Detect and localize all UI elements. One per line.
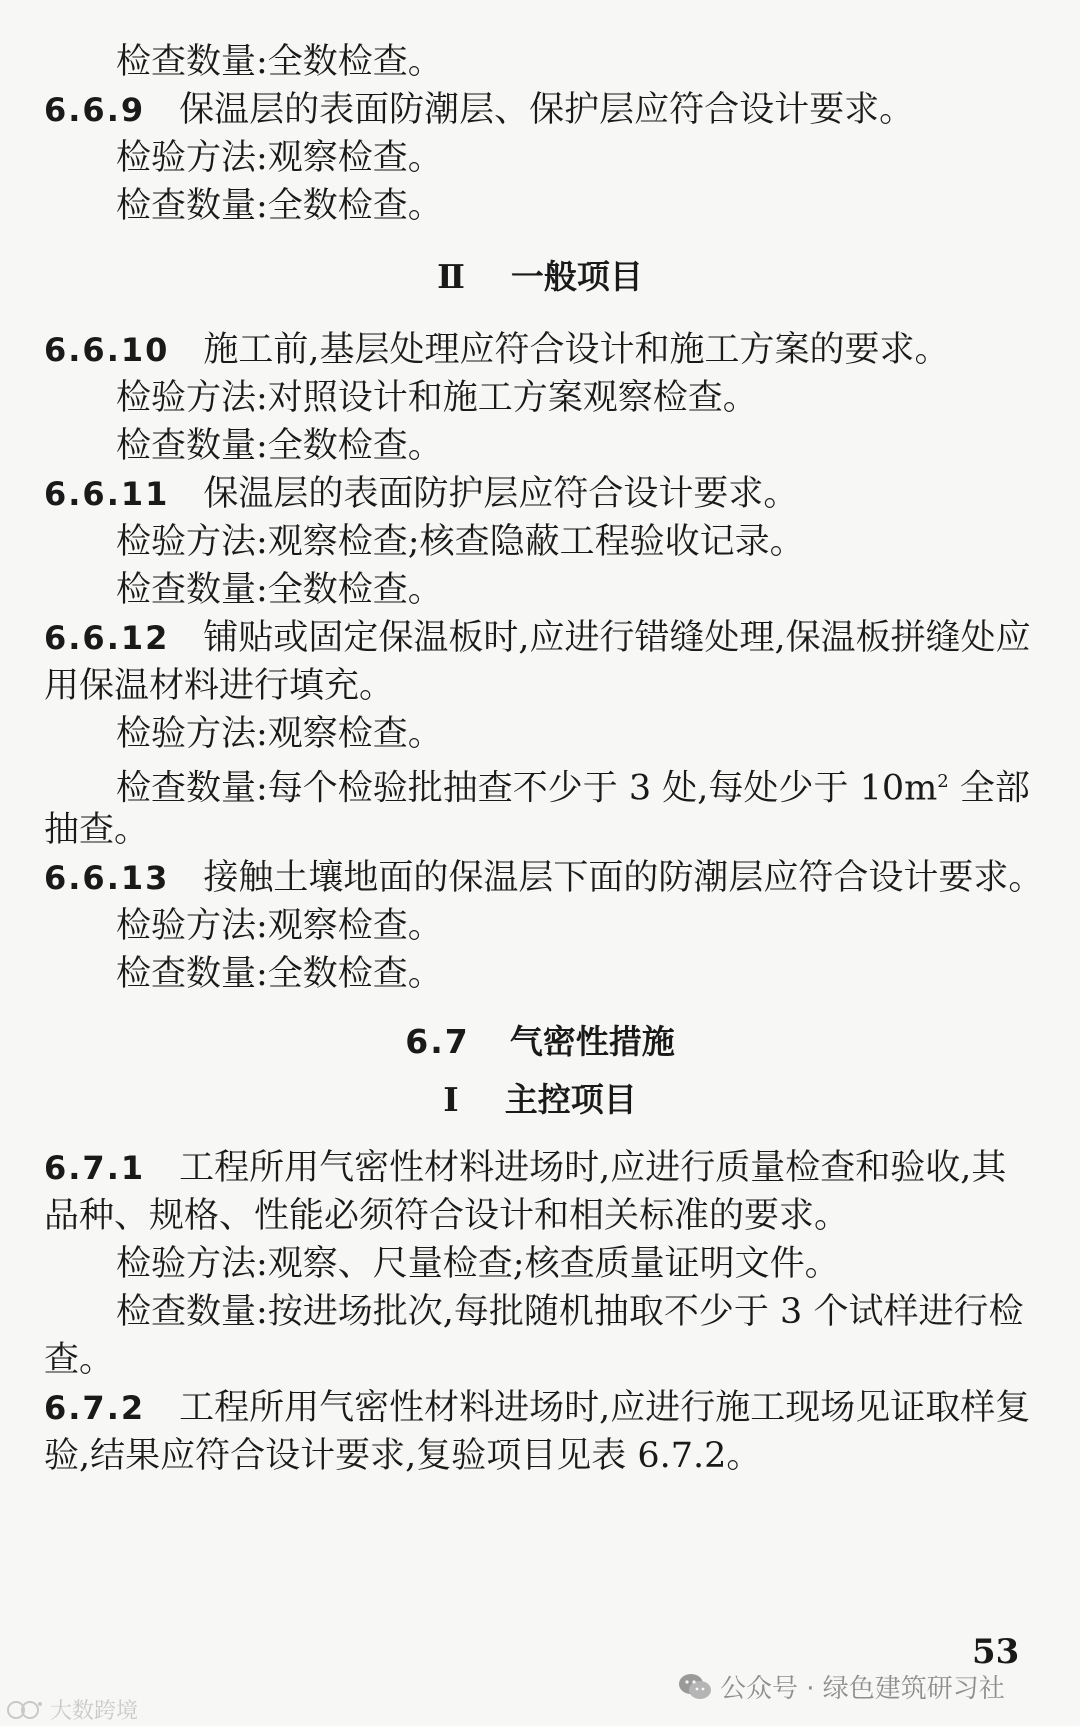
clause-line: 6.6.12 铺贴或固定保温板时,应进行错缝处理,保温板拼缝处应: [44, 618, 1031, 658]
clause-line: 6.7.1 工程所用气密性材料进场时,应进行质量检查和验收,其: [44, 1148, 1007, 1188]
body-line: 检查数量:全数检查。: [116, 570, 443, 610]
body-line: 检查数量:全数检查。: [116, 186, 443, 226]
subsection-heading: Ⅰ 主控项目: [443, 1080, 637, 1119]
section-heading: 6.7 气密性措施: [405, 1022, 675, 1061]
body-line: 检验方法:观察检查;核查隐蔽工程验收记录。: [116, 522, 805, 562]
wechat-watermark: 公众号 · 绿色建筑研习社: [678, 1668, 1005, 1705]
body-line: 查。: [44, 1340, 115, 1380]
body-line: 验,结果应符合设计要求,复验项目见表 6.7.2。: [44, 1436, 762, 1476]
body-line: 用保温材料进行填充。: [44, 666, 395, 706]
body-line: 检查数量:按进场批次,每批随机抽取不少于 3 个试样进行检: [116, 1292, 1024, 1332]
body-line: 检查数量:每个检验批抽查不少于 3 处,每处少于 $10m^2$ 全部: [116, 768, 1030, 809]
body-line: 检查数量:全数检查。: [116, 426, 443, 466]
clause-number: 6.7.2: [44, 1389, 146, 1427]
body-line: 检验方法:观察、尺量检查;核查质量证明文件。: [116, 1244, 840, 1284]
clause-number: 6.6.12: [44, 619, 170, 657]
wechat-icon: [678, 1673, 712, 1701]
clause-number: 6.6.9: [44, 91, 146, 129]
page-number: 53: [972, 1632, 1020, 1672]
clause-number: 6.7.1: [44, 1149, 146, 1187]
body-line: 品种、规格、性能必须符合设计和相关标准的要求。: [44, 1196, 850, 1236]
clause-line: 6.7.2 工程所用气密性材料进场时,应进行施工现场见证取样复: [44, 1388, 1031, 1428]
clause-number: 6.6.10: [44, 331, 170, 369]
section-heading: Ⅱ 一般项目: [437, 257, 643, 296]
clause-line: 6.6.11 保温层的表面防护层应符合设计要求。: [44, 474, 799, 514]
body-line: 检验方法:对照设计和施工方案观察检查。: [116, 378, 758, 418]
clause-number: 6.6.13: [44, 859, 170, 897]
clause-line: 6.6.13 接触土壤地面的保温层下面的防潮层应符合设计要求。: [44, 858, 1044, 898]
body-line: 检验方法:观察检查。: [116, 906, 443, 946]
clause-line: 6.6.10 施工前,基层处理应符合设计和施工方案的要求。: [44, 330, 950, 370]
body-line: 检验方法:观察检查。: [116, 138, 443, 178]
body-line: 检验方法:观察检查。: [116, 714, 443, 754]
body-line: 检查数量:全数检查。: [116, 42, 443, 82]
logo-icon: [6, 1698, 46, 1722]
clause-number: 6.6.11: [44, 475, 170, 513]
clause-line: 6.6.9 保温层的表面防潮层、保护层应符合设计要求。: [44, 90, 915, 130]
body-line: 抽查。: [44, 810, 150, 850]
body-line: 检查数量:全数检查。: [116, 954, 443, 994]
source-watermark: 大数跨境: [6, 1694, 138, 1725]
